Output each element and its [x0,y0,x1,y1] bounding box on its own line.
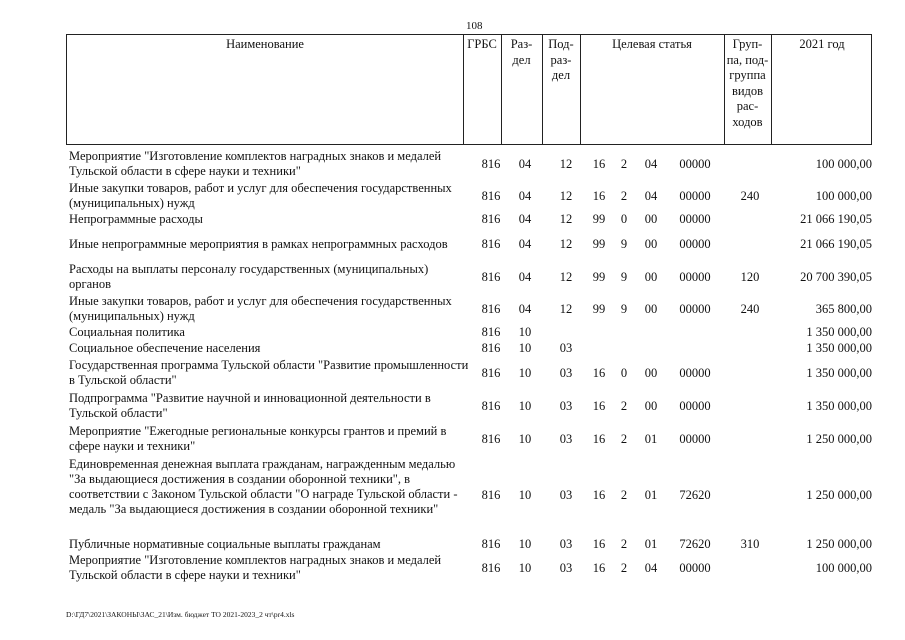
cell-target-event: 01 [644,537,658,551]
table-row [0,424,905,454]
cell-expense-type: 120 [740,270,760,284]
cell-podrazdel: 03 [559,537,573,551]
cell-target-event: 01 [644,488,658,502]
cell-target-subprogram: 2 [620,157,628,171]
cell-grbs: 816 [481,302,501,316]
cell-podrazdel: 03 [559,366,573,380]
cell-grbs: 816 [481,212,501,226]
cell-target-subprogram: 9 [620,237,628,251]
cell-grbs: 816 [481,488,501,502]
cell-target-direction: 00000 [679,157,711,171]
cell-target-event: 04 [644,189,658,203]
cell-target-program: 16 [592,561,606,575]
cell-grbs: 816 [481,189,501,203]
header-name: Наименование [226,37,304,51]
table-row [0,262,905,292]
cell-target-program: 16 [592,537,606,551]
cell-target-event: 00 [644,399,658,413]
table-row [0,294,905,324]
cell-amount: 100 000,00 [815,561,872,575]
cell-podrazdel: 03 [559,432,573,446]
row-name: Государственная программа Тульской области "Развитие промышленности в Тульской области" [69,358,469,387]
row-name: Иные закупки товаров, работ и услуг для обеспечения государственных (муниципальных) нужд [69,294,452,323]
table-row [0,325,905,341]
cell-target-event: 00 [644,302,658,316]
cell-grbs: 816 [481,399,501,413]
cell-target-direction: 00000 [679,432,711,446]
cell-target-direction: 72620 [679,537,711,551]
table-row [0,237,905,255]
cell-podrazdel: 12 [559,157,573,171]
cell-target-subprogram: 0 [620,212,628,226]
row-name: Мероприятие "Ежегодные региональные конкурсы грантов и премий в сфере науки и техники" [69,424,447,453]
cell-target-event: 04 [644,561,658,575]
table-row [0,341,905,357]
cell-target-subprogram: 9 [620,302,628,316]
cell-podrazdel: 12 [559,302,573,316]
cell-podrazdel: 12 [559,189,573,203]
cell-target-event: 00 [644,237,658,251]
cell-target-direction: 00000 [679,561,711,575]
row-name: Иные непрограммные мероприятия в рамках непрограммных расходов [69,237,448,251]
cell-target-event: 01 [644,432,658,446]
table-row [0,149,905,179]
cell-target-program: 16 [592,189,606,203]
cell-razdel: 04 [518,237,532,251]
row-name: Публичные нормативные социальные выплаты гражданам [69,537,381,551]
cell-target-direction: 00000 [679,270,711,284]
cell-amount: 100 000,00 [815,189,872,203]
cell-amount: 21 066 190,05 [800,212,872,226]
cell-target-program: 16 [592,399,606,413]
cell-razdel: 04 [518,302,532,316]
header-podrazdel: Под- раз- дел [548,37,574,82]
row-name: Мероприятие "Изготовление комплектов наградных знаков и медалей Тульской области в сфере науки и техники" [69,149,442,178]
table-row [0,457,905,533]
cell-razdel: 10 [518,399,532,413]
table-header [66,34,872,145]
row-name: Расходы на выплаты персоналу государственных (муниципальных) органов [69,262,429,291]
table-row [0,212,905,230]
cell-target-direction: 00000 [679,212,711,226]
cell-razdel: 04 [518,212,532,226]
row-name: Социальное обеспечение населения [69,341,261,355]
cell-amount: 1 250 000,00 [806,537,872,551]
cell-grbs: 816 [481,270,501,284]
table-row [0,391,905,421]
header-year: 2021 год [799,37,845,51]
cell-grbs: 816 [481,157,501,171]
cell-grbs: 816 [481,561,501,575]
cell-razdel: 10 [518,488,532,502]
cell-target-subprogram: 2 [620,537,628,551]
cell-expense-type: 240 [740,189,760,203]
cell-target-subprogram: 2 [620,488,628,502]
cell-target-direction: 00000 [679,189,711,203]
cell-grbs: 816 [481,366,501,380]
cell-amount: 1 250 000,00 [806,432,872,446]
cell-podrazdel: 12 [559,212,573,226]
cell-target-program: 99 [592,270,606,284]
cell-target-direction: 00000 [679,237,711,251]
cell-target-subprogram: 2 [620,189,628,203]
cell-amount: 365 800,00 [815,302,872,316]
cell-target-direction: 00000 [679,302,711,316]
cell-razdel: 10 [518,561,532,575]
row-name: Мероприятие "Изготовление комплектов наградных знаков и медалей Тульской области в сфере науки и техники" [69,553,442,582]
cell-grbs: 816 [481,537,501,551]
page-number: 108 [466,20,483,32]
cell-grbs: 816 [481,341,501,355]
cell-target-program: 16 [592,157,606,171]
cell-podrazdel: 12 [559,237,573,251]
header-expense-group: Груп- па, под- группа видов рас- ходов [726,37,769,129]
cell-target-event: 04 [644,157,658,171]
cell-grbs: 816 [481,237,501,251]
cell-podrazdel: 03 [559,341,573,355]
cell-amount: 1 250 000,00 [806,488,872,502]
cell-podrazdel: 03 [559,488,573,502]
cell-target-subprogram: 2 [620,432,628,446]
cell-target-subprogram: 0 [620,366,628,380]
row-name: Единовременная денежная выплата гражданам, награжденным медалью "За выдающиеся достижения в создании оборонной техники", в соответствии с Законом Тульской области "О награде Тульской области - медаль "За выдающиеся достижения в создании оборонной техники" [69,457,458,516]
row-name: Иные закупки товаров, работ и услуг для обеспечения государственных (муниципальных) нужд [69,181,452,210]
cell-razdel: 10 [518,325,532,339]
cell-amount: 20 700 390,05 [800,270,872,284]
row-name: Социальная политика [69,325,185,339]
cell-target-event: 00 [644,212,658,226]
cell-razdel: 04 [518,157,532,171]
cell-grbs: 816 [481,432,501,446]
cell-target-program: 16 [592,488,606,502]
cell-target-direction: 72620 [679,488,711,502]
cell-target-direction: 00000 [679,399,711,413]
cell-amount: 1 350 000,00 [806,325,872,339]
cell-target-event: 00 [644,366,658,380]
cell-podrazdel: 12 [559,270,573,284]
cell-amount: 1 350 000,00 [806,399,872,413]
row-name: Подпрограмма "Развитие научной и инновационной деятельности в Тульской области" [69,391,431,420]
cell-target-direction: 00000 [679,366,711,380]
cell-razdel: 04 [518,270,532,284]
cell-target-program: 99 [592,237,606,251]
cell-expense-type: 310 [740,537,760,551]
table-row [0,553,905,583]
cell-amount: 1 350 000,00 [806,366,872,380]
cell-podrazdel: 03 [559,399,573,413]
cell-target-program: 16 [592,366,606,380]
cell-target-event: 00 [644,270,658,284]
cell-target-program: 16 [592,432,606,446]
table-row [0,358,905,388]
cell-amount: 21 066 190,05 [800,237,872,251]
cell-amount: 1 350 000,00 [806,341,872,355]
cell-razdel: 10 [518,366,532,380]
cell-target-program: 99 [592,302,606,316]
table-row [0,181,905,211]
cell-amount: 100 000,00 [815,157,872,171]
cell-target-subprogram: 2 [620,399,628,413]
table-row [0,537,905,553]
row-name: Непрограммные расходы [69,212,203,226]
cell-razdel: 10 [518,432,532,446]
header-target-article: Целевая статья [612,37,692,51]
cell-razdel: 10 [518,537,532,551]
cell-razdel: 04 [518,189,532,203]
cell-expense-type: 240 [740,302,760,316]
cell-podrazdel: 03 [559,561,573,575]
header-grbs: ГРБС [467,37,497,51]
cell-razdel: 10 [518,341,532,355]
header-razdel: Раз- дел [510,37,533,67]
cell-grbs: 816 [481,325,501,339]
cell-target-subprogram: 2 [620,561,628,575]
file-path-footer: D:\ГД7\2021\ЗАКОНЫ\ЗАС_21\Изм. бюджет ТО 2021-2023_2 чт\pr4.xls [66,610,295,619]
cell-target-subprogram: 9 [620,270,628,284]
cell-target-program: 99 [592,212,606,226]
